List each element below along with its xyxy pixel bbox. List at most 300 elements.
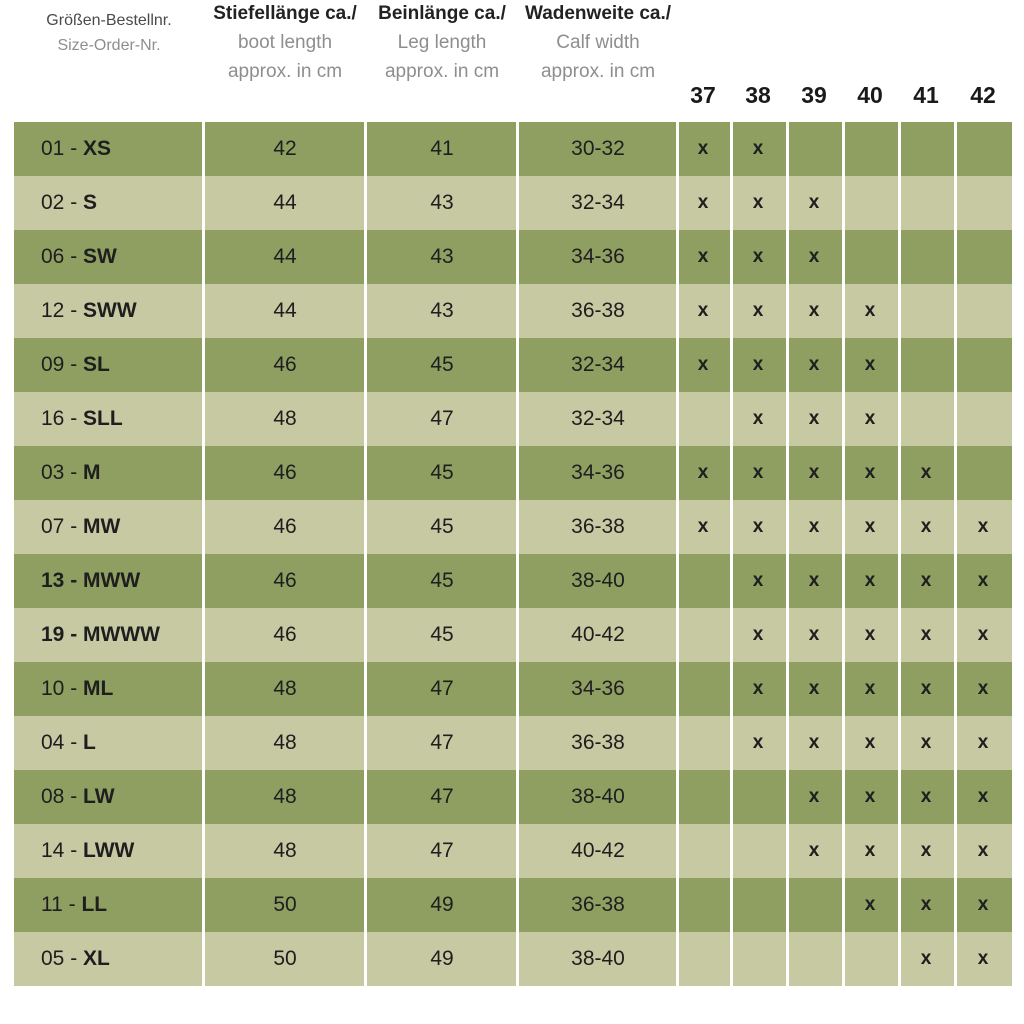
order-number-cell bbox=[14, 176, 204, 230]
column-divider bbox=[676, 500, 679, 554]
size-code: MWW bbox=[83, 569, 141, 592]
column-divider bbox=[364, 230, 367, 284]
column-divider bbox=[898, 284, 901, 338]
calf-width-cell: 32-34 bbox=[571, 353, 625, 376]
column-divider bbox=[786, 824, 789, 878]
column-divider bbox=[516, 122, 519, 176]
calf-width-cell: 36-38 bbox=[571, 731, 625, 754]
size-42-mark: x bbox=[977, 948, 989, 969]
column-divider bbox=[842, 878, 845, 932]
size-40-mark bbox=[842, 932, 898, 986]
header-calf-line2: Calf width bbox=[556, 32, 640, 53]
leg-length-cell: 49 bbox=[430, 893, 454, 916]
size-39-mark: x bbox=[808, 786, 820, 807]
boot-length-cell: 44 bbox=[273, 245, 297, 268]
calf-width-cell: 38-40 bbox=[571, 947, 625, 970]
column-divider bbox=[516, 662, 519, 716]
boot-length-cell: 46 bbox=[273, 623, 297, 646]
size-38-mark: x bbox=[752, 408, 764, 429]
leg-length-cell: 47 bbox=[430, 677, 454, 700]
column-divider bbox=[898, 878, 901, 932]
column-divider bbox=[786, 608, 789, 662]
size-38-mark bbox=[730, 878, 786, 932]
column-divider bbox=[842, 716, 845, 770]
size-42-mark bbox=[954, 176, 1012, 230]
order-number-cell bbox=[14, 608, 204, 662]
column-divider bbox=[898, 176, 901, 230]
column-divider bbox=[954, 554, 957, 608]
calf-width-cell: 38-40 bbox=[571, 785, 625, 808]
size-37-mark bbox=[676, 662, 730, 716]
column-divider bbox=[730, 338, 733, 392]
size-42-mark bbox=[954, 284, 1012, 338]
column-divider bbox=[730, 878, 733, 932]
size-37-mark bbox=[676, 878, 730, 932]
column-divider bbox=[202, 338, 205, 392]
column-divider bbox=[954, 716, 957, 770]
size-38-mark: x bbox=[752, 192, 764, 213]
column-divider bbox=[516, 878, 519, 932]
size-code: LL bbox=[81, 893, 108, 916]
size-39-mark: x bbox=[808, 354, 820, 375]
leg-length-cell: 43 bbox=[430, 245, 454, 268]
column-divider bbox=[516, 932, 519, 986]
column-divider bbox=[730, 554, 733, 608]
calf-width-cell: 34-36 bbox=[571, 245, 625, 268]
size-42-mark bbox=[954, 122, 1012, 176]
size-40-mark: x bbox=[864, 678, 876, 699]
column-divider bbox=[364, 284, 367, 338]
column-divider bbox=[730, 770, 733, 824]
calf-width-cell: 36-38 bbox=[571, 299, 625, 322]
column-divider bbox=[202, 284, 205, 338]
column-divider bbox=[786, 230, 789, 284]
header-order-line1: Größen-Bestellnr. bbox=[46, 12, 172, 29]
size-code: SL bbox=[83, 353, 110, 376]
leg-length-cell: 43 bbox=[430, 299, 454, 322]
size-41-mark: x bbox=[920, 786, 932, 807]
size-code: XS bbox=[83, 137, 112, 160]
order-number-prefix: 09 - bbox=[41, 353, 84, 376]
boot-length-cell: 48 bbox=[273, 785, 297, 808]
size-38-mark: x bbox=[752, 732, 764, 753]
size-39-mark: x bbox=[808, 300, 820, 321]
size-39-mark bbox=[786, 122, 842, 176]
table-row bbox=[14, 716, 1012, 770]
size-table bbox=[14, 0, 1012, 970]
order-number-cell bbox=[14, 500, 204, 554]
column-divider bbox=[516, 230, 519, 284]
size-38-mark: x bbox=[752, 678, 764, 699]
column-divider bbox=[786, 338, 789, 392]
size-40-mark: x bbox=[864, 624, 876, 645]
column-divider bbox=[730, 716, 733, 770]
column-divider bbox=[676, 392, 679, 446]
size-code: LW bbox=[83, 785, 115, 808]
column-divider bbox=[842, 284, 845, 338]
column-divider bbox=[730, 932, 733, 986]
table-row bbox=[14, 500, 1012, 554]
size-39-mark bbox=[786, 878, 842, 932]
column-divider bbox=[516, 392, 519, 446]
size-code: ML bbox=[83, 677, 114, 700]
column-divider bbox=[202, 662, 205, 716]
column-divider bbox=[516, 554, 519, 608]
column-divider bbox=[202, 608, 205, 662]
size-40-mark: x bbox=[864, 732, 876, 753]
order-number-prefix: 02 - bbox=[41, 191, 84, 214]
calf-width-cell: 32-34 bbox=[571, 191, 625, 214]
table-row bbox=[14, 608, 1012, 662]
leg-length-cell: 43 bbox=[430, 191, 454, 214]
column-divider bbox=[202, 554, 205, 608]
column-divider bbox=[954, 824, 957, 878]
order-number-prefix: 08 - bbox=[41, 785, 84, 808]
table-row bbox=[14, 176, 1012, 230]
column-divider bbox=[516, 608, 519, 662]
leg-length-cell: 45 bbox=[430, 569, 454, 592]
size-code: M bbox=[83, 461, 101, 484]
size-39-mark: x bbox=[808, 678, 820, 699]
column-divider bbox=[954, 338, 957, 392]
size-39-mark: x bbox=[808, 192, 820, 213]
header-boot-length bbox=[204, 0, 366, 122]
size-40-mark: x bbox=[864, 894, 876, 915]
size-39-mark: x bbox=[808, 516, 820, 537]
column-divider bbox=[842, 122, 845, 176]
calf-width-cell: 40-42 bbox=[571, 839, 625, 862]
size-code: MWWW bbox=[83, 623, 160, 646]
order-number-prefix: 12 - bbox=[41, 299, 84, 322]
column-divider bbox=[842, 824, 845, 878]
table-row bbox=[14, 770, 1012, 824]
column-divider bbox=[730, 500, 733, 554]
size-38-mark: x bbox=[752, 300, 764, 321]
size-42-mark: x bbox=[977, 624, 989, 645]
boot-length-cell: 50 bbox=[273, 893, 297, 916]
size-code: L bbox=[83, 731, 96, 754]
boot-length-cell: 44 bbox=[273, 191, 297, 214]
size-40-mark: x bbox=[864, 840, 876, 861]
table-row bbox=[14, 554, 1012, 608]
calf-width-cell: 32-34 bbox=[571, 407, 625, 430]
column-divider bbox=[954, 176, 957, 230]
size-38-mark: x bbox=[752, 624, 764, 645]
size-38-mark: x bbox=[752, 516, 764, 537]
size-41-mark: x bbox=[920, 948, 932, 969]
size-code: MW bbox=[83, 515, 121, 538]
calf-width-cell: 30-32 bbox=[571, 137, 625, 160]
column-divider bbox=[364, 932, 367, 986]
size-42-mark: x bbox=[977, 516, 989, 537]
size-40-mark: x bbox=[864, 408, 876, 429]
column-divider bbox=[954, 284, 957, 338]
column-divider bbox=[898, 122, 901, 176]
column-divider bbox=[364, 122, 367, 176]
column-divider bbox=[954, 608, 957, 662]
order-number-prefix: 06 - bbox=[41, 245, 84, 268]
calf-width-cell: 34-36 bbox=[571, 677, 625, 700]
column-divider bbox=[202, 824, 205, 878]
size-39-mark: x bbox=[808, 732, 820, 753]
column-divider bbox=[676, 284, 679, 338]
size-42-mark: x bbox=[977, 840, 989, 861]
boot-length-cell: 48 bbox=[273, 677, 297, 700]
header-size-42: 42 bbox=[970, 82, 996, 108]
column-divider bbox=[842, 176, 845, 230]
column-divider bbox=[898, 392, 901, 446]
header-size-38: 38 bbox=[745, 82, 771, 108]
size-40-mark bbox=[842, 176, 898, 230]
column-divider bbox=[786, 716, 789, 770]
order-number-cell bbox=[14, 824, 204, 878]
column-divider bbox=[202, 446, 205, 500]
column-divider bbox=[730, 284, 733, 338]
column-divider bbox=[364, 878, 367, 932]
header-boot-line1: Stiefellänge ca./ bbox=[213, 3, 357, 24]
header-boot-line2: boot length bbox=[237, 32, 333, 53]
size-42-mark bbox=[954, 392, 1012, 446]
order-number-cell bbox=[14, 770, 204, 824]
column-divider bbox=[954, 878, 957, 932]
size-37-mark: x bbox=[697, 516, 709, 537]
table-row bbox=[14, 662, 1012, 716]
size-39-mark: x bbox=[808, 570, 820, 591]
column-divider bbox=[954, 662, 957, 716]
column-divider bbox=[676, 716, 679, 770]
order-number-prefix: 13 - bbox=[41, 569, 84, 592]
size-37-mark bbox=[676, 554, 730, 608]
size-38-mark: x bbox=[752, 354, 764, 375]
order-number-prefix: 11 - bbox=[41, 893, 82, 916]
column-divider bbox=[364, 608, 367, 662]
size-41-mark: x bbox=[920, 516, 932, 537]
order-number-cell bbox=[14, 716, 204, 770]
column-divider bbox=[202, 176, 205, 230]
size-41-mark: x bbox=[920, 732, 932, 753]
column-divider bbox=[842, 770, 845, 824]
order-number-prefix: 04 - bbox=[41, 731, 84, 754]
leg-length-cell: 41 bbox=[430, 137, 454, 160]
size-42-mark: x bbox=[977, 894, 989, 915]
header-calf-width bbox=[518, 0, 678, 122]
column-divider bbox=[202, 878, 205, 932]
size-42-mark: x bbox=[977, 678, 989, 699]
column-divider bbox=[202, 500, 205, 554]
column-divider bbox=[364, 824, 367, 878]
header-order-number bbox=[14, 0, 204, 122]
leg-length-cell: 45 bbox=[430, 515, 454, 538]
size-41-mark: x bbox=[920, 678, 932, 699]
column-divider bbox=[898, 500, 901, 554]
size-39-mark: x bbox=[808, 408, 820, 429]
column-divider bbox=[786, 392, 789, 446]
size-37-mark: x bbox=[697, 462, 709, 483]
size-37-mark: x bbox=[697, 246, 709, 267]
column-divider bbox=[898, 608, 901, 662]
column-divider bbox=[786, 446, 789, 500]
column-divider bbox=[898, 824, 901, 878]
column-divider bbox=[516, 770, 519, 824]
column-divider bbox=[954, 446, 957, 500]
column-divider bbox=[786, 878, 789, 932]
size-37-mark bbox=[676, 770, 730, 824]
size-41-mark bbox=[898, 338, 954, 392]
boot-length-cell: 46 bbox=[273, 569, 297, 592]
column-divider bbox=[516, 824, 519, 878]
column-divider bbox=[898, 662, 901, 716]
size-40-mark: x bbox=[864, 354, 876, 375]
size-37-mark bbox=[676, 392, 730, 446]
size-41-mark bbox=[898, 230, 954, 284]
table-row bbox=[14, 230, 1012, 284]
size-42-mark bbox=[954, 338, 1012, 392]
header-leg-length bbox=[366, 0, 518, 122]
size-38-mark: x bbox=[752, 246, 764, 267]
size-38-mark: x bbox=[752, 138, 764, 159]
column-divider bbox=[364, 176, 367, 230]
column-divider bbox=[730, 392, 733, 446]
column-divider bbox=[954, 230, 957, 284]
size-41-mark bbox=[898, 392, 954, 446]
header-size-39: 39 bbox=[801, 82, 827, 108]
column-divider bbox=[954, 770, 957, 824]
column-divider bbox=[202, 122, 205, 176]
leg-length-cell: 45 bbox=[430, 623, 454, 646]
column-divider bbox=[842, 338, 845, 392]
column-divider bbox=[516, 284, 519, 338]
column-divider bbox=[202, 932, 205, 986]
size-39-mark: x bbox=[808, 462, 820, 483]
column-divider bbox=[954, 500, 957, 554]
column-divider bbox=[786, 932, 789, 986]
order-number-prefix: 16 - bbox=[41, 407, 84, 430]
order-number-cell bbox=[14, 446, 204, 500]
order-number-cell bbox=[14, 554, 204, 608]
table-row bbox=[14, 824, 1012, 878]
column-divider bbox=[202, 770, 205, 824]
order-number-cell bbox=[14, 662, 204, 716]
calf-width-cell: 40-42 bbox=[571, 623, 625, 646]
column-divider bbox=[676, 662, 679, 716]
column-divider bbox=[676, 446, 679, 500]
header-calf-line3: approx. in cm bbox=[540, 61, 656, 82]
size-42-mark: x bbox=[977, 732, 989, 753]
size-38-mark: x bbox=[752, 570, 764, 591]
header-size-40: 40 bbox=[857, 82, 883, 108]
column-divider bbox=[364, 554, 367, 608]
order-number-prefix: 10 - bbox=[41, 677, 84, 700]
boot-length-cell: 48 bbox=[273, 731, 297, 754]
size-40-mark: x bbox=[864, 786, 876, 807]
size-41-mark: x bbox=[920, 570, 932, 591]
size-39-mark bbox=[786, 932, 842, 986]
boot-length-cell: 46 bbox=[273, 515, 297, 538]
column-divider bbox=[842, 446, 845, 500]
column-divider bbox=[516, 176, 519, 230]
size-42-mark: x bbox=[977, 786, 989, 807]
table-header bbox=[14, 0, 1012, 122]
column-divider bbox=[786, 770, 789, 824]
boot-length-cell: 48 bbox=[273, 839, 297, 862]
order-number-prefix: 03 - bbox=[41, 461, 84, 484]
order-number-prefix: 01 - bbox=[41, 137, 84, 160]
size-37-mark bbox=[676, 716, 730, 770]
size-40-mark: x bbox=[864, 516, 876, 537]
column-divider bbox=[786, 554, 789, 608]
size-37-mark: x bbox=[697, 300, 709, 321]
column-divider bbox=[730, 176, 733, 230]
column-divider bbox=[364, 338, 367, 392]
size-41-mark: x bbox=[920, 624, 932, 645]
order-number-prefix: 14 - bbox=[41, 839, 84, 862]
boot-length-cell: 42 bbox=[273, 137, 297, 160]
column-divider bbox=[842, 500, 845, 554]
column-divider bbox=[364, 770, 367, 824]
size-41-mark bbox=[898, 284, 954, 338]
order-number-cell bbox=[14, 932, 204, 986]
size-39-mark: x bbox=[808, 246, 820, 267]
order-number-prefix: 07 - bbox=[41, 515, 84, 538]
table-row bbox=[14, 338, 1012, 392]
boot-length-cell: 46 bbox=[273, 353, 297, 376]
size-41-mark bbox=[898, 176, 954, 230]
boot-length-cell: 46 bbox=[273, 461, 297, 484]
size-40-mark bbox=[842, 122, 898, 176]
column-divider bbox=[676, 770, 679, 824]
table-row bbox=[14, 122, 1012, 176]
table-row bbox=[14, 392, 1012, 446]
column-divider bbox=[730, 608, 733, 662]
leg-length-cell: 45 bbox=[430, 353, 454, 376]
header-leg-line3: approx. in cm bbox=[384, 61, 500, 82]
table-row bbox=[14, 284, 1012, 338]
size-40-mark: x bbox=[864, 570, 876, 591]
order-number-cell bbox=[14, 230, 204, 284]
order-number-cell bbox=[14, 284, 204, 338]
column-divider bbox=[898, 446, 901, 500]
column-divider bbox=[676, 824, 679, 878]
size-41-mark: x bbox=[920, 462, 932, 483]
column-divider bbox=[676, 878, 679, 932]
size-code: SLL bbox=[83, 407, 123, 430]
column-divider bbox=[676, 230, 679, 284]
size-38-mark bbox=[730, 770, 786, 824]
column-divider bbox=[676, 932, 679, 986]
leg-length-cell: 47 bbox=[430, 407, 454, 430]
column-divider bbox=[842, 608, 845, 662]
table-body bbox=[14, 122, 1012, 986]
header-boot-line3: approx. in cm bbox=[227, 61, 343, 82]
column-divider bbox=[516, 338, 519, 392]
column-divider bbox=[730, 122, 733, 176]
column-divider bbox=[842, 392, 845, 446]
column-divider bbox=[786, 662, 789, 716]
column-divider bbox=[676, 122, 679, 176]
leg-length-cell: 49 bbox=[430, 947, 454, 970]
header-size-37: 37 bbox=[690, 82, 716, 108]
size-37-mark: x bbox=[697, 138, 709, 159]
column-divider bbox=[676, 554, 679, 608]
order-number-prefix: 05 - bbox=[41, 947, 84, 970]
column-divider bbox=[842, 932, 845, 986]
column-divider bbox=[786, 122, 789, 176]
column-divider bbox=[786, 284, 789, 338]
leg-length-cell: 47 bbox=[430, 731, 454, 754]
column-divider bbox=[676, 608, 679, 662]
leg-length-cell: 45 bbox=[430, 461, 454, 484]
column-divider bbox=[516, 500, 519, 554]
